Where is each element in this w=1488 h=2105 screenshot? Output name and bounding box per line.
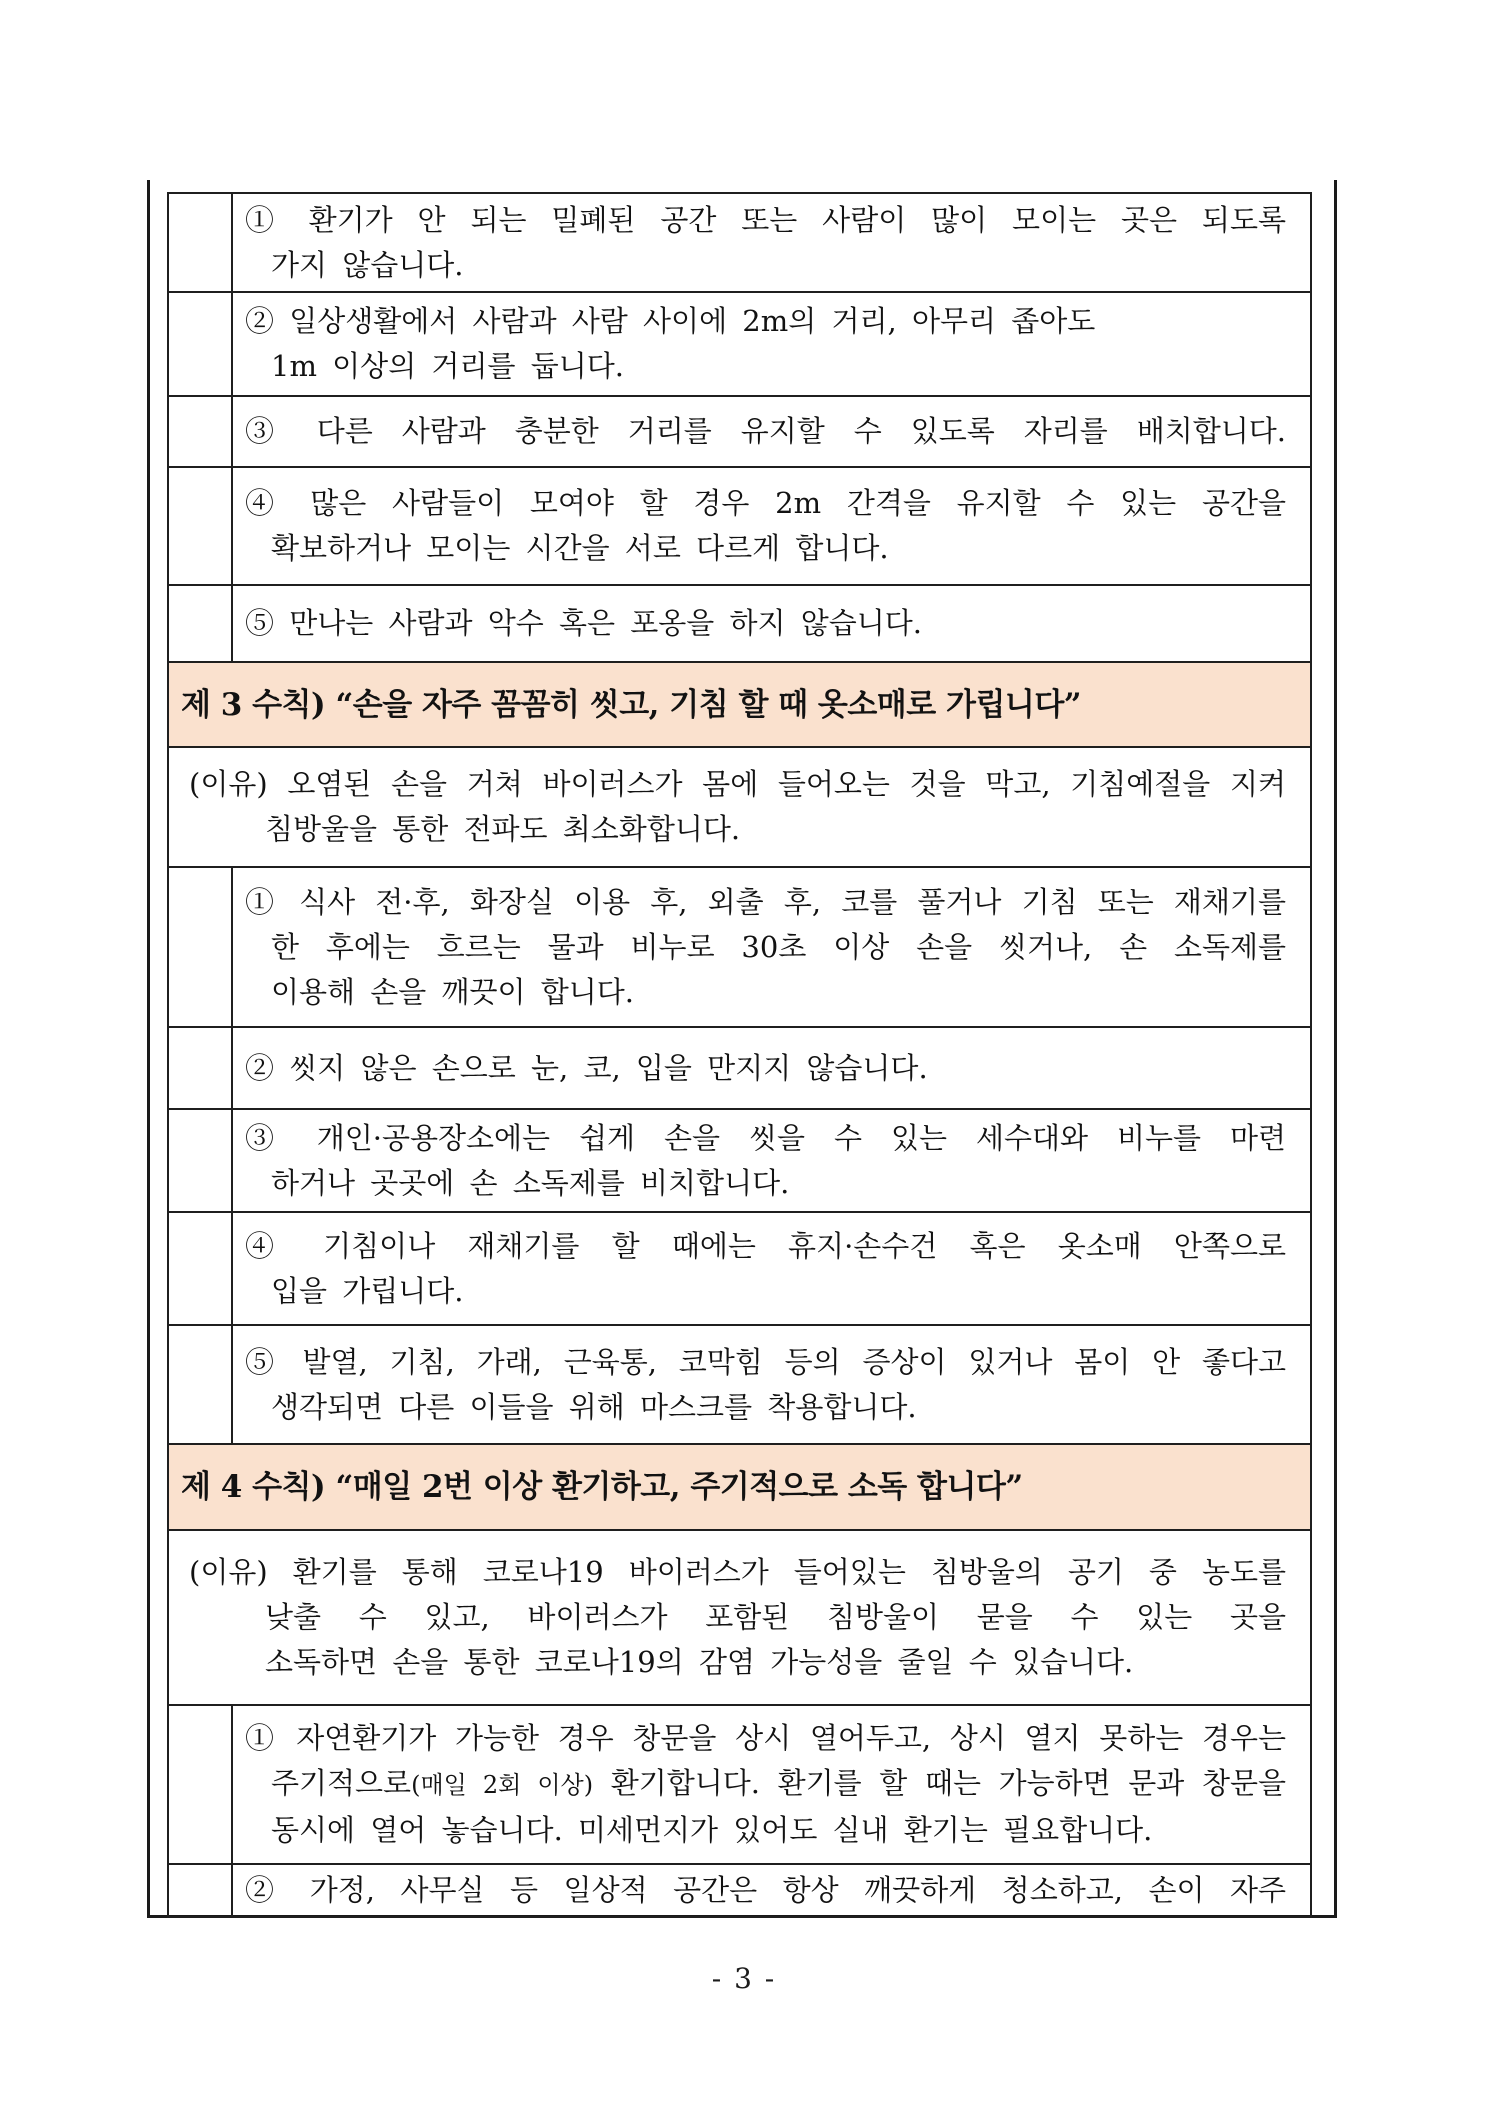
table-row: [169, 584, 1310, 661]
item-line: 동시에 열어 놓습니다. 미세먼지가 있어도 실내 환기는 필요합니다.: [271, 1813, 1153, 1847]
table-row: [169, 1026, 1310, 1108]
reason-row: [169, 1529, 1310, 1704]
item-line: [245, 1716, 1286, 1761]
item-line: [245, 1868, 1286, 1913]
item-number: ①: [245, 202, 284, 237]
rule-header: [169, 1443, 1310, 1529]
item-text: 환기합니다. 환기를 할 때는 가능하면 문과 창문을: [593, 1766, 1286, 1800]
item-line: 하거나 곳곳에 손 소독제를 비치합니다.: [271, 1165, 790, 1200]
item-line: [245, 1046, 1286, 1091]
item-number: ③: [245, 414, 288, 448]
item-line: [245, 601, 1286, 646]
item-number: ①: [245, 884, 279, 919]
item-line: 확보하거나 모이는 시간을 서로 다르게 합니다.: [271, 531, 889, 565]
item-text: 환기가 안 되는 밀폐된 공간 또는 사람이 많이 모이는 곳은 되도록: [308, 202, 1286, 237]
item-number: ②: [245, 1873, 285, 1907]
reason-line: (이유) 환기를 통해 코로나19 바이러스가 들어있는 침방울의 공기 중 농도를: [189, 1555, 1286, 1589]
table-row: [169, 1211, 1310, 1324]
item-number: ⑤: [245, 1344, 281, 1379]
item-text: 발열, 기침, 가래, 근육통, 코막힘 등의 증상이 있거나 몸이 안 좋다고: [302, 1344, 1287, 1379]
item-line: 생각되면 다른 이들을 위해 마스크를 착용합니다.: [271, 1389, 917, 1424]
table-row: [169, 1704, 1310, 1863]
table-row: [169, 395, 1310, 466]
table-row: [169, 1324, 1310, 1443]
item-number: ④: [245, 1228, 291, 1263]
item-line: [245, 299, 1286, 344]
item-text: 개인·공용장소에는 쉽게 손을 씻을 수 있는 세수대와 비누를 마련: [316, 1120, 1286, 1155]
table-row: [169, 1108, 1310, 1211]
item-line: [245, 1224, 1286, 1269]
table-row: [169, 866, 1310, 1026]
table-row: [169, 466, 1310, 584]
item-line: 1m 이상의 거리를 둡니다.: [271, 349, 624, 383]
row-left-cell: [169, 1110, 233, 1211]
rules-table: [167, 192, 1312, 1918]
table-row: [169, 194, 1310, 291]
item-number: ⑤: [245, 606, 275, 640]
row-left-cell: [169, 397, 233, 466]
rule-header-text: 제 3 수칙) “손을 자주 꼼꼼히 씻고, 기침 할 때 옷소매로 가립니다”: [181, 686, 1082, 723]
item-line: [245, 1340, 1286, 1385]
row-left-cell: [169, 1213, 233, 1324]
table-row: [169, 1863, 1310, 1916]
row-left-cell: [169, 1865, 233, 1916]
item-line: [245, 481, 1286, 526]
item-number: ②: [245, 1050, 275, 1085]
reason-line: 침방울을 통한 전파도 최소화합니다.: [265, 812, 741, 846]
item-text: 가정, 사무실 등 일상적 공간은 항상 깨끗하게 청소하고, 손이 자주: [309, 1873, 1286, 1907]
item-line: [245, 198, 1286, 243]
item-text: 식사 전·후, 화장실 이용 후, 외출 후, 코를 풀거나 기침 또는 재채기를: [299, 884, 1286, 919]
item-text: 다른 사람과 충분한 거리를 유지할 수 있도록 자리를 배치합니다.: [316, 414, 1286, 448]
item-line: [245, 880, 1286, 925]
item-line: [245, 1761, 1286, 1808]
item-text: 주기적으로: [271, 1766, 412, 1800]
item-number: ①: [245, 1721, 278, 1755]
reason-line: (이유) 오염된 손을 거쳐 바이러스가 몸에 들어오는 것을 막고, 기침예절을 지켜: [189, 767, 1286, 801]
rule-header: [169, 661, 1310, 746]
item-text-small: (매일 2회 이상): [411, 1771, 594, 1799]
row-left-cell: [169, 1326, 233, 1443]
item-text: 기침이나 재채기를 할 때에는 휴지·손수건 혹은 옷소매 안쪽으로: [323, 1228, 1286, 1263]
page-border: [147, 180, 1337, 1918]
item-line: [245, 409, 1286, 454]
item-line: 가지 않습니다.: [271, 247, 464, 282]
reason-line: 소독하면 손을 통한 코로나19의 감염 가능성을 줄일 수 있습니다.: [265, 1645, 1134, 1679]
row-left-cell: [169, 586, 233, 661]
item-line: 이용해 손을 깨끗이 합니다.: [271, 974, 635, 1009]
item-number: ②: [245, 304, 275, 338]
reason-line: 낮출 수 있고, 바이러스가 포함된 침방울이 묻을 수 있는 곳을: [265, 1600, 1286, 1634]
page-number: - 3 -: [711, 1962, 777, 1995]
row-left-cell: [169, 1028, 233, 1108]
item-number: ④: [245, 486, 285, 520]
item-text: 자연환기가 가능한 경우 창문을 상시 열어두고, 상시 열지 못하는 경우는: [296, 1721, 1287, 1755]
row-left-cell: [169, 868, 233, 1026]
row-left-cell: [169, 293, 233, 395]
rule-header-text: 제 4 수칙) “매일 2번 이상 환기하고, 주기적으로 소독 합니다”: [181, 1469, 1023, 1505]
item-line: 입을 가립니다.: [271, 1273, 464, 1308]
item-line: 한 후에는 흐르는 물과 비누로 30초 이상 손을 씻거나, 손 소독제를: [271, 929, 1286, 964]
row-left-cell: [169, 194, 233, 291]
row-left-cell: [169, 468, 233, 584]
item-text: 씻지 않은 손으로 눈, 코, 입을 만지지 않습니다.: [289, 1050, 928, 1085]
item-text: 일상생활에서 사람과 사람 사이에 2m의 거리, 아무리 좁아도: [289, 304, 1096, 338]
item-line: [245, 1116, 1286, 1161]
item-text: 만나는 사람과 악수 혹은 포옹을 하지 않습니다.: [289, 606, 923, 640]
item-number: ③: [245, 1120, 288, 1155]
item-text: 많은 사람들이 모여야 할 경우 2m 간격을 유지할 수 있는 공간을: [310, 486, 1286, 520]
row-left-cell: [169, 1706, 233, 1863]
reason-row: [169, 746, 1310, 866]
table-row: [169, 291, 1310, 395]
